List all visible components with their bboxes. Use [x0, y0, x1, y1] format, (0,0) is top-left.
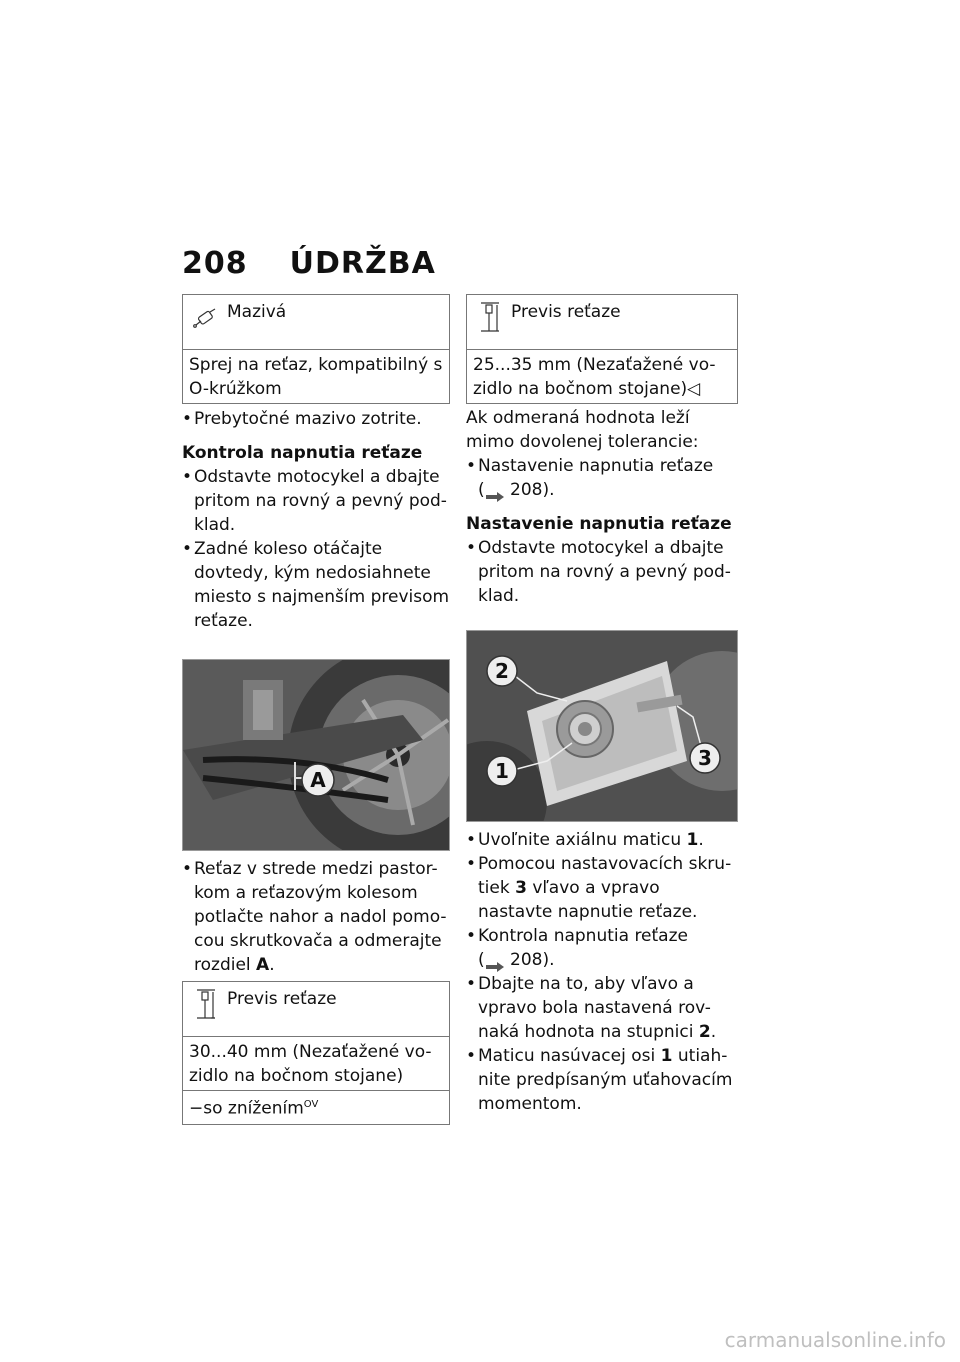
page-reference-arrow-icon [485, 955, 505, 965]
list-item: • Kontrola napnutia reťaze ( 208). [466, 924, 738, 972]
chain-sag-photo [182, 659, 450, 851]
adjust-ref-list [466, 454, 738, 502]
adjust-steps-list [466, 828, 738, 1116]
page-header [182, 246, 436, 281]
right-column [466, 294, 738, 1116]
list-item: • Nastavenie napnutia reťaze ( 208). [466, 454, 738, 502]
left-column [182, 294, 450, 1125]
measure-list [182, 857, 450, 977]
photo-label-a: A [310, 768, 326, 792]
chain-sag-label: Previs reťaze [511, 302, 621, 322]
chain-sag-icon [183, 982, 227, 1036]
photo-label-1: 1 [495, 759, 509, 783]
list-item: • Reťaz v strede medzi pastor-kom a reťazovým kolesom potlačte nahor a nadol pomo-cou skrutkovača a odmerajte rozdiel A. [182, 857, 450, 977]
chain-sag-value: 30...40 mm (Nezaťažené vo-zidlo na bočnom stojane) [189, 1042, 432, 1086]
wipe-list [182, 407, 450, 431]
lubricant-label: Mazivá [227, 302, 287, 322]
check-steps-list [182, 465, 450, 633]
list-item: • Pomocou nastavovacích skru-tiek 3 vľavo a vpravo nastavte napnutie reťaze. [466, 852, 738, 924]
page-number: 208 [182, 246, 248, 281]
chain-sag-label: Previs reťaze [227, 989, 337, 1009]
chain-sag-box-left [182, 981, 450, 1125]
list-item: • Dbajte na to, aby vľavo a vpravo bola nastavená rov-naká hodnota na stupnici 2. [466, 972, 738, 1044]
chain-sag-icon [467, 295, 511, 349]
lowered-variant-row: −so znížením$^{OV}$ [183, 1090, 449, 1124]
chain-sag-value: 25...35 mm (Nezaťažené vo-zidlo na bočnom stojane)◁ [473, 355, 716, 399]
lubricant-box [182, 294, 450, 404]
chain-sag-box-right [466, 294, 738, 404]
section-title: ÚDRŽBA [289, 246, 436, 281]
adjust-heading: Nastavenie napnutia reťaze [466, 514, 732, 534]
check-heading: Kontrola napnutia reťaze [182, 443, 423, 463]
photo-label-3: 3 [698, 746, 712, 770]
list-item: • Maticu nasúvacej osi 1 utiah-nite predpísaným uťahovacím momentom. [466, 1044, 738, 1116]
list-item: • Prebytočné mazivo zotrite. [182, 407, 450, 431]
lubricant-icon [183, 295, 227, 349]
photo-label-2: 2 [495, 659, 509, 683]
adjust-first-list [466, 536, 738, 608]
list-item: • Odstavte motocykel a dbajte pritom na rovný a pevný pod-klad. [466, 536, 738, 608]
chain-adjuster-photo [466, 630, 738, 822]
list-item: • Odstavte motocykel a dbajte pritom na rovný a pevný pod-klad. [182, 465, 450, 537]
list-item: • Uvoľnite axiálnu maticu 1. [466, 828, 738, 852]
page-reference-arrow-icon [485, 485, 505, 495]
lubricant-value: Sprej na reťaz, kompatibilný s O-krúžkom [189, 355, 443, 399]
out-of-tolerance-text: Ak odmeraná hodnota leží mimo dovolenej tolerancie: [466, 408, 699, 452]
page-reference[interactable]: 208). [510, 950, 555, 970]
watermark[interactable]: carmanualsonline.info [724, 1328, 946, 1352]
list-item: • Zadné koleso otáčajte dovtedy, kým nedosiahnete miesto s najmenším previsom reťaze. [182, 537, 450, 633]
page-reference[interactable]: 208). [510, 480, 555, 500]
